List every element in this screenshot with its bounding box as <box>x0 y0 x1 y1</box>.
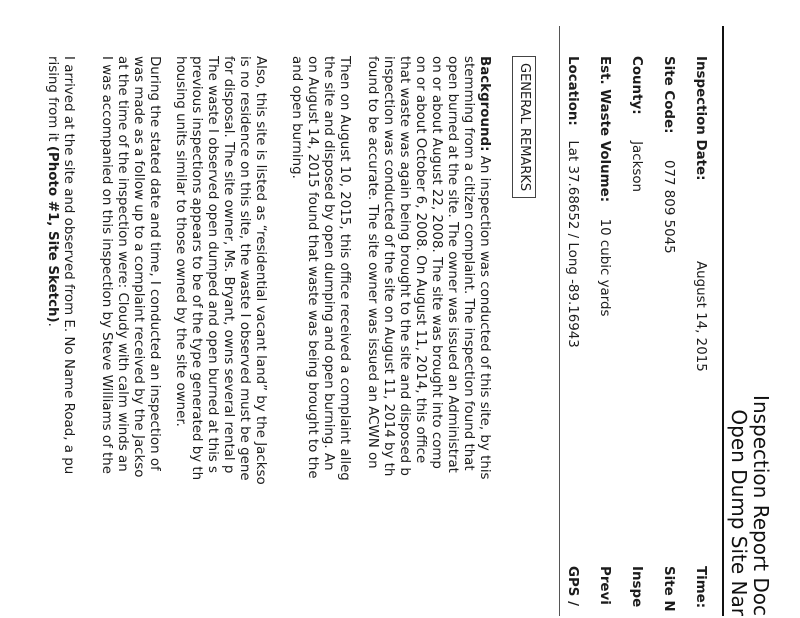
waste-volume-row <box>596 56 612 316</box>
inspection-line: was made as a follow up to a complaint received by the Jackso <box>131 56 146 478</box>
location-value: Lat 37.68652 / Long -89.16943 <box>565 140 580 348</box>
background-line: on or about August 22, 2008. The site was brought into comp <box>429 56 444 469</box>
fields-rule <box>559 26 560 616</box>
county-value: Jackson <box>629 141 644 193</box>
report-title-line-1: Inspection Report Doc <box>749 395 773 616</box>
vacant-land-line: The waste I observed open dumped and open burned at this s <box>205 56 220 474</box>
site-code-label: Site Code: <box>661 56 676 134</box>
inspection-report-page <box>45 56 773 616</box>
vacant-land-line: previous inspections appears to be of the type generated by th <box>189 56 204 481</box>
inspection-line: During the stated date and time, I conducted an inspection of <box>147 56 162 471</box>
site-name-label: Site N <box>661 566 676 612</box>
report-title-line-2: Open Dump Site Nar <box>727 409 751 616</box>
waste-volume-value: 10 cubic yards <box>597 218 612 317</box>
complaint-line: the site and disposed by open dumping and open burning. An <box>321 56 336 471</box>
report-title <box>728 56 772 616</box>
arrival-paragraph <box>44 56 76 474</box>
background-line: stemming from a citizen complaint. The inspection found that <box>461 56 476 471</box>
inspection-date-value: August 14, 2015 <box>693 261 708 372</box>
background-paragraph <box>364 56 492 480</box>
arrival-line: rising from it (Photo #1, Site Sketch). <box>45 56 60 327</box>
location-label: Location: <box>565 56 580 126</box>
background-line: found to be accurate. The site owner was issued an ACWN on <box>365 56 380 469</box>
waste-volume-label: Est. Waste Volume: <box>597 56 612 203</box>
county-row <box>628 56 644 192</box>
title-rule <box>722 26 724 616</box>
general-remarks-heading: GENERAL REMARKS <box>512 56 536 198</box>
previous-label: Previ <box>597 566 612 605</box>
complaint-line: and open burning. <box>289 56 304 179</box>
background-line: Background: An inspection was conducted of this site, by this <box>477 56 492 480</box>
time-label: Time: <box>693 566 708 609</box>
inspection-date-row <box>692 56 708 372</box>
site-code-value: 077 809 5045 <box>661 159 676 254</box>
inspection-paragraph <box>98 56 162 477</box>
vacant-land-paragraph <box>172 56 268 485</box>
site-code-row <box>660 56 676 254</box>
background-label: Background: <box>477 56 492 152</box>
complaint-paragraph <box>288 56 352 481</box>
vacant-land-line: for disposal. The site owner, Ms. Bryant, owns several rental p <box>221 56 236 474</box>
vacant-land-line: is no residence on this site, the waste I observed must be gene <box>237 56 252 481</box>
background-line: inspection was conducted of the site on August 11, 2014 by th <box>381 56 396 477</box>
vacant-land-line: housing units similar to those owned by the site owner. <box>173 56 188 427</box>
county-label: County: <box>629 56 644 115</box>
inspector-label: Inspe <box>629 566 644 608</box>
vacant-land-line: Also, this site is listed as “residential vacant land” by the Jackso <box>253 56 268 485</box>
background-line: on or about October 6, 2008. On August 11, 2014, this office <box>413 56 428 464</box>
photo-reference: (Photo #1, Site Sketch) <box>45 145 60 323</box>
inspection-date-label: Inspection Date: <box>693 56 708 181</box>
arrival-line: I arrived at the site and observed from E. No Name Road, a pu <box>61 56 76 475</box>
background-line: open burned at the site. The owner was issued an Administrat <box>445 56 460 473</box>
inspection-line: I was accompanied on this inspection by Steve Williams of the <box>99 56 114 475</box>
complaint-line: Then on August 10, 2015, this office received a complaint alleg <box>337 56 352 481</box>
inspection-line: at the time of the inspection were: Cloudy with calm winds an <box>115 56 130 472</box>
gps-label: GPS / <box>565 566 580 607</box>
complaint-line: on August 14, 2015 found that waste was being brought to the <box>305 56 320 479</box>
background-line: that waste was again being brought to the site and disposed b <box>397 56 412 476</box>
location-row <box>564 56 580 348</box>
